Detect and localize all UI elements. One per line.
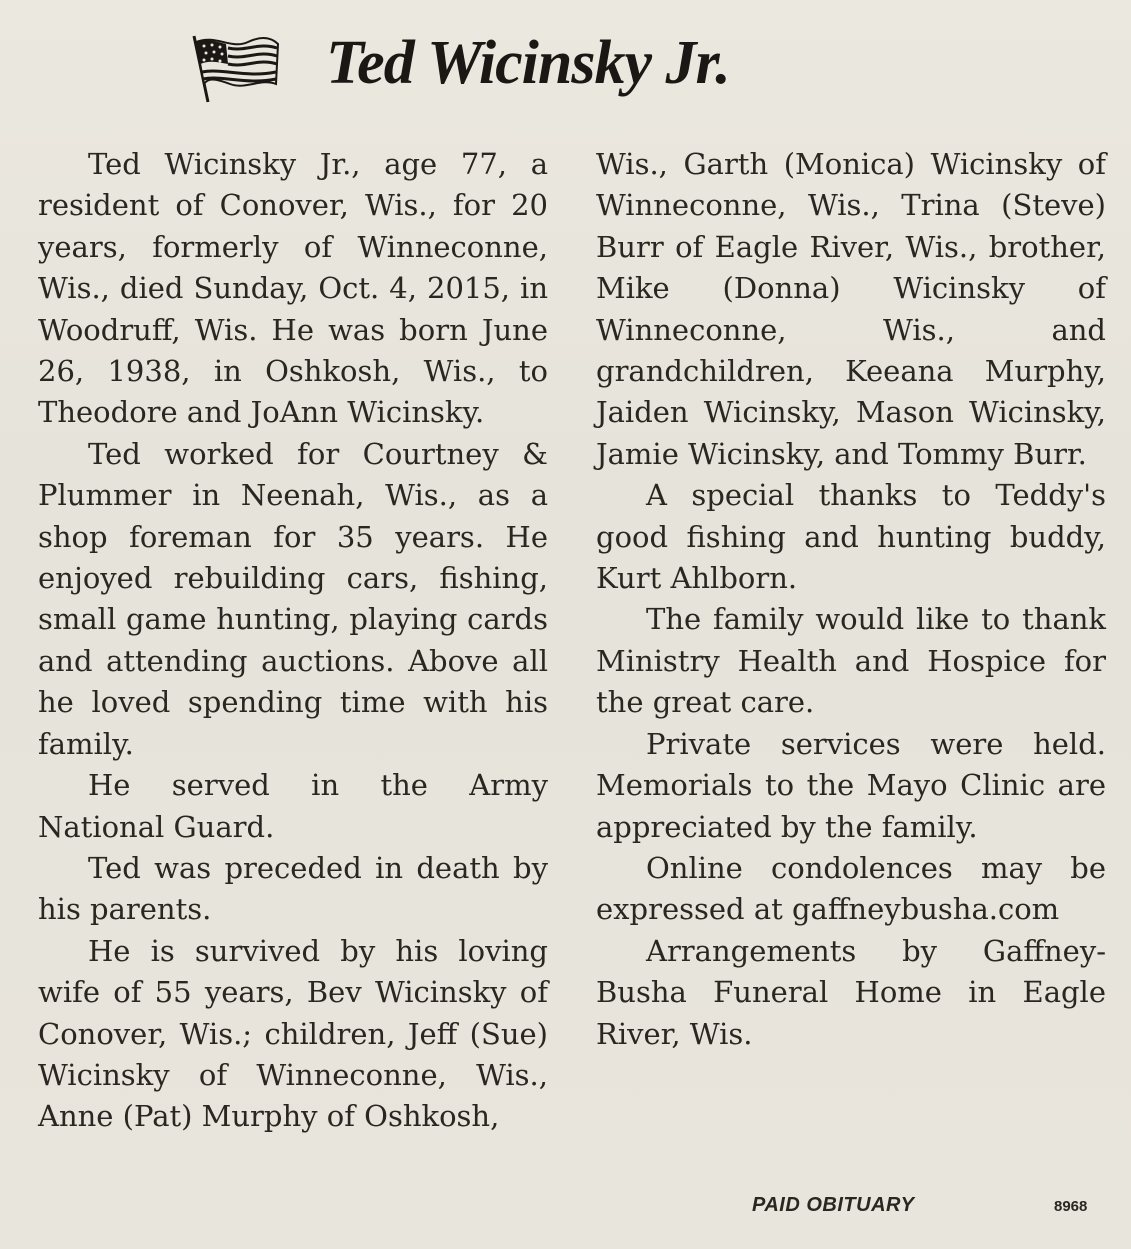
paragraph-career: Ted worked for Courtney & Plummer in Neenah, Wis., as a shop foreman for 35 years. He enjoyed rebuilding cars, fishing, small game hunting, playing cards and attending auctions. Above all he loved spending time with his family. (38, 436, 548, 761)
paragraph-service: He served in the Army National Guard. (38, 768, 548, 844)
paragraph-special-thanks: A special thanks to Teddy's good fishing and hunting buddy, Kurt Ahlborn. (596, 478, 1106, 596)
header (0, 22, 1131, 112)
paragraph-preceded: Ted was preceded in death by his parents. (38, 850, 548, 927)
paragraph-family-thanks: The family would like to thank Ministry Health and Hospice for the great care. (596, 602, 1106, 720)
paragraph-arrangements: Arrangements by Gaffney-Busha Funeral Home in Eagle River, Wis. (596, 933, 1106, 1051)
right-column (596, 144, 1106, 1055)
paragraph-services: Private services were held. Memorials to the Mayo Clinic are appreciated by the family. (596, 726, 1106, 844)
paragraph-death-notice: Ted Wicinsky Jr., age 77, a resident of Conover, Wis., for 20 years, formerly of Winneconne, Wis., died Sunday, Oct. 4, 2015, in Woodruff, Wis. He was born June 26, 1938, in Oshkosh, Wis., to Theodore and JoAnn Wicinsky. (38, 147, 548, 430)
american-flag-icon (186, 32, 282, 104)
paragraph-survivors-continued: Wis., Garth (Monica) Wicinsky of Winneconne, Wis., Trina (Steve) Burr of Eagle River, Wis., brother, Mike (Donna) Wicinsky of Winneconne, Wis., and grandchildren, Keeana Murphy, Jaiden Wicinsky, Mason Wicinsky, Jamie Wicinsky, and Tommy Burr. (596, 147, 1106, 471)
ad-code: 8968 (1054, 1198, 1088, 1215)
paragraph-condolences: Online condolences may be expressed at gaffneybusha.com (596, 850, 1106, 927)
paragraph-survivors: He is survived by his loving wife of 55 years, Bev Wicinsky of Conover, Wis.; children, Jeff (Sue) Wicinsky of Winneconne, Wis., Anne (Pat) Murphy of Oshkosh, (38, 933, 548, 1134)
left-column (38, 144, 548, 1138)
obituary-title: Ted Wicinsky Jr. (326, 29, 730, 97)
paid-obituary-label: PAID OBITUARY (752, 1194, 915, 1216)
